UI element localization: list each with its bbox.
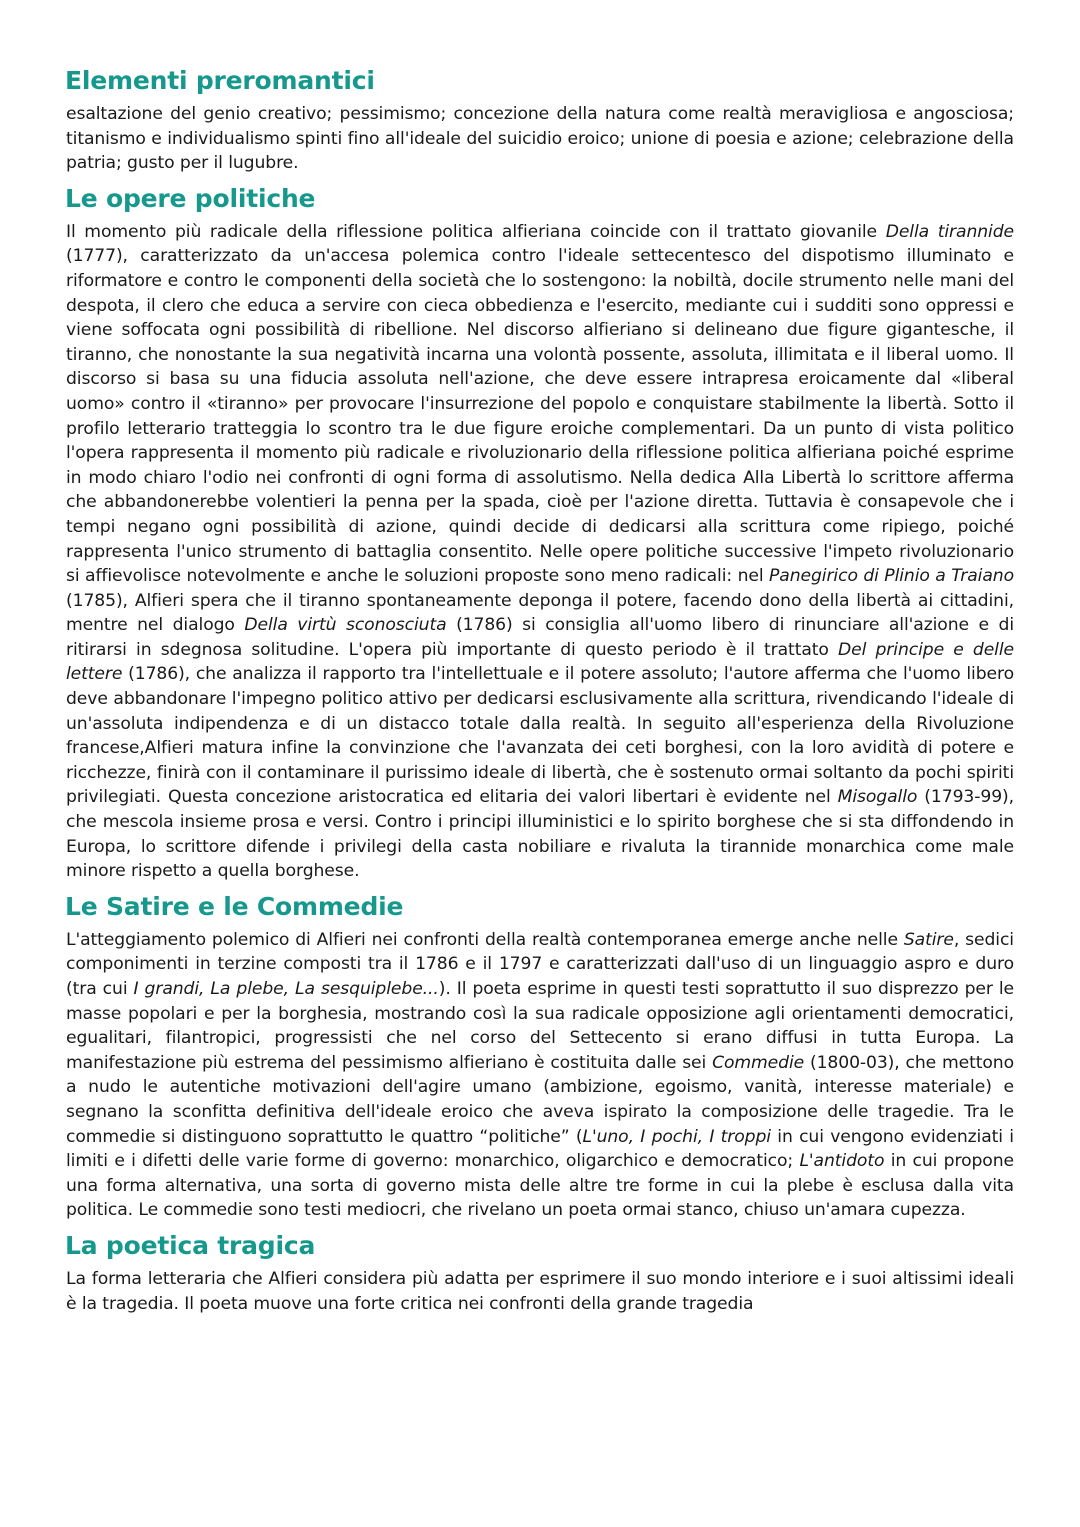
section-heading: Elementi preromantici (65, 66, 375, 95)
section-heading: La poetica tragica (65, 1230, 316, 1260)
italic-title: I grandi, La plebe, La sesquiplebe... (133, 979, 439, 999)
section-paragraph (66, 928, 1014, 1223)
section-elementi-preromantici (66, 64, 1014, 176)
text-run: La forma letteraria che Alfieri considera più adatta per esprimere il suo mondo interiore e i suoi altissimi ideali è la tragedia. Il poeta muove una forte critica nei confronti della grande tragedia (66, 1268, 1014, 1314)
section-poetica-tragica (66, 1229, 1014, 1316)
italic-title: Panegirico di Plinio a Traiano (769, 566, 1014, 587)
section-paragraph (66, 220, 1014, 884)
italic-title: Satire (903, 929, 954, 950)
italic-title: Commedie (712, 1052, 805, 1073)
text-run: (1786) si consiglia all'uomo libero di rinunciare all'azione e di ritirarsi in sdegnosa solitudine. L'opera più importante di questo periodo è il trattato (66, 615, 1014, 660)
text-run: ). Il poeta esprime in questi testi soprattutto il suo disprezzo per le masse popolari e per la borghesia, mostrando così la sua radicale opposizione agli orientamenti democratici, egualitari, filantropici, progressisti che nel corso del Settecento si erano diffusi in tutta Europa. La manifestazione più estrema del pessimismo alfieriano è costituita dalle sei (66, 979, 1014, 1073)
text-run: L'atteggiamento polemico di Alfieri nei confronti della realtà contemporanea emerge anche nelle (66, 929, 904, 950)
italic-title: Del principe e delle lettere (66, 639, 1015, 685)
section-heading: Le Satire e le Commedie (65, 891, 404, 921)
italic-title: L'uno, I pochi, I troppi (582, 1126, 771, 1147)
italic-title: Misogallo (837, 787, 918, 808)
section-paragraph (66, 1267, 1014, 1316)
italic-title: Della tirannide (885, 221, 1014, 242)
section-paragraph (66, 102, 1014, 176)
section-opere-politiche (66, 182, 1014, 884)
text-run: (1793-99), che mescola insieme prosa e versi. Contro i principi illuministici e lo spirito borghese che si sta diffondendo in Europa, lo scrittore difende i privilegi della casta nobiliare e rivaluta la tirannide monarchica come male minore rispetto a quella borghese. (66, 787, 1014, 882)
text-run: , sedici componimenti in terzine composti tra il 1786 e il 1797 e caratterizzati dall'uso di un linguaggio aspro e duro (tra cui (66, 929, 1014, 999)
text-run: (1777), caratterizzato da un'accesa polemica contro l'ideale settecentesco del dispotismo illuminato e riformatore e contro le componenti della società che lo sostengono: la nobiltà, docile strumento nelle mani del despota, il clero che educa a servire con cieca obbedienza e l'esercito, mediante cui i sudditi sono oppressi e viene soffocata ogni possibilità di ribellione. Nel discorso alfieriano si delineano due figure gigantesche, il tiranno, che nonostante la sua negatività incarna una volontà possente, assoluta, illimitata e il liberal uomo. Il discorso si basa su una fiducia assoluta nell'azione, che deve essere intrapresa eroicamente dal «liberal uomo» contro il «tiranno» per provocare l'insurrezione del popolo e conquistare stabilmente la libertà. Sotto il profilo letterario tratteggia lo scontro tra le due figure eroiche complementari. Da un punto di vista politico l'opera rappresenta il momento più radicale e rivoluzionario della riflessione politica alfieriana poiché esprime in modo chiaro l'odio nei confronti di ogni forma di assolutismo. Nella dedica Alla Libertà lo scrittore afferma che abbandonerebbe volentieri la penna per la spada, cioè per l'azione diretta. Tuttavia è consapevole che i tempi negano ogni possibilità di azione, quindi decide di dedicarsi alla scrittura come ripiego, poiché rappresenta l'unico strumento di battaglia consentito. Nelle opere politiche successive l'impeto rivoluzionario si affievolisce notevolmente e anche le soluzioni proposte sono meno radicali: nel (66, 246, 1014, 587)
italic-title: Della virtù sconosciuta (244, 615, 447, 636)
text-run: (1800-03), che mettono a nudo le autentiche motivazioni dell'agire umano (ambizione, egoismo, vanità, interesse materiale) e segnano la sconfitta definitiva dell'ideale eroico che aveva ispirato la composizione delle tragedie. Tra le commedie si distinguono soprattutto le quattro “politiche” ( (66, 1052, 1014, 1147)
text-run: (1785), Alfieri spera che il tiranno spontaneamente deponga il potere, facendo dono della libertà ai cittadini, mentre nel dialogo (66, 590, 1014, 636)
text-run: Il momento più radicale della riflessione politica alfieriana coincide con il trattato giovanile (66, 221, 886, 242)
italic-title: L'antidoto (799, 1151, 885, 1172)
section-satire-commedie (66, 890, 1014, 1223)
section-heading: Le opere politiche (65, 183, 316, 213)
text-run: (1786), che analizza il rapporto tra l'intellettuale e il potere assoluto; l'autore afferma che l'uomo libero deve abbandonare l'impegno politico attivo per dedicarsi esclusivamente alla scrittura, rivendicando l'ideale di un'assoluta indipendenza e di un distacco totale dalla realtà. In seguito all'esperienza della Rivoluzione francese,Alfieri matura infine la convinzione che l'avanzata dei ceti borghesi, con la loro avidità di potere e ricchezze, finirà con il contaminare il purissimo ideale di libertà, che è sostenuto ormai soltanto da pochi spiriti privilegiati. Questa concezione aristocratica ed elitaria dei valori libertari è evidente nel (66, 664, 1014, 808)
text-run: esaltazione del genio creativo; pessimismo; concezione della natura come realtà meravigliosa e angosciosa; titanismo e individualismo spinti fino all'ideale del suicidio eroico; unione di poesia e azione; celebrazione della patria; gusto per il lugubre. (66, 104, 1014, 174)
text-run: in cui propone una forma alternativa, una sorta di governo mista delle altre tre forme in cui la plebe è esclusa dalla vita politica. Le commedie sono testi mediocri, che rivelano un poeta ormai stanco, chiuso un'amara cupezza. (66, 1151, 1014, 1221)
text-run: in cui vengono evidenziati i limiti e i difetti delle varie forme di governo: monarchico, oligarchico e democratico; (66, 1126, 1014, 1172)
